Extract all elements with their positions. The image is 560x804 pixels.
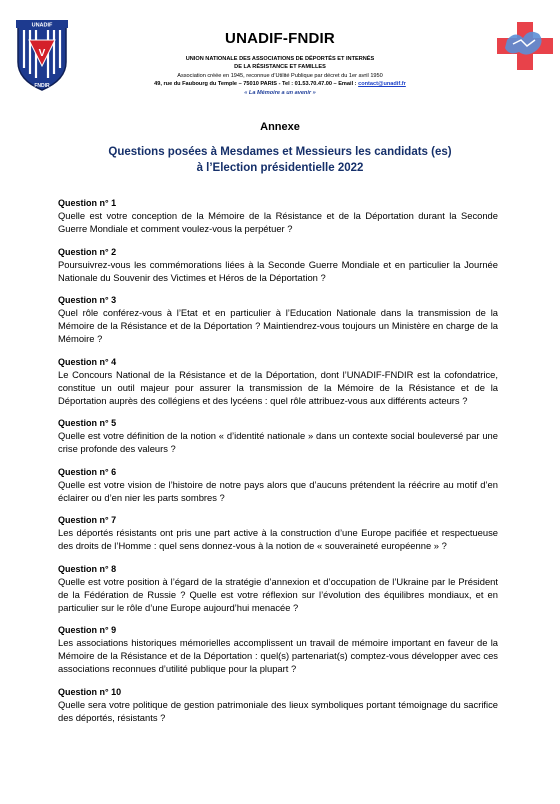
question-label: Question n° 3 <box>58 295 117 305</box>
question-text: Quelle sera votre politique de gestion patrimoniale des lieux symboliques portant témoignage du sacrifice des déportés, résistants ? <box>58 698 498 723</box>
document-title-line-2: à l’Election présidentielle 2022 <box>196 162 364 174</box>
question-label: Question n° 4 <box>58 356 117 367</box>
question-item <box>58 295 498 345</box>
email-link[interactable]: contact@unadif.fr <box>358 81 406 87</box>
organization-full-name: UNION NATIONALE DES ASSOCIATIONS DE DÉPORTÉS ET INTERNÉS <box>185 56 375 62</box>
question-text: Quelle est votre position à l’égard de la stratégie d’annexion et d’occupation de l’Ukraine par le Président de la Fédération de Russie ? Quelle est votre réflexion sur l’évolution des équilibres mondiaux, et en particulier sur le rôle d’une Europe aujourd’hui menacée ? <box>58 575 498 613</box>
annexe-heading: Annexe <box>260 121 300 133</box>
question-text: Les associations historiques mémorielles accomplissent un travail de mémoire important en faveur de la Mémoire de la Résistance et de la Déportation : quel(s) partenariat(s) comptez-vous développer avec ces associations reconnues d’utilité publique pour la plupart ? <box>58 637 498 674</box>
question-text: Quelle est votre conception de la Mémoire de la Résistance et de la Déportation durant la Seconde Guerre Mondiale et comment voulez-vous la perpétuer ? <box>58 210 498 234</box>
questions-list <box>58 198 498 735</box>
question-text: Quel rôle conférez-vous à l’Etat et en particulier à l’Education Nationale dans la transmission de la Mémoire de la Résistance et de la Déportation ? Maintiendrez-vous toujours un Ministère en charge de la Mémoire ? <box>58 307 498 344</box>
question-item <box>58 418 498 455</box>
question-text: Quelle est votre définition de la notion « d’identité nationale » dans un contexte social bouleversé par une crise profonde des valeurs ? <box>58 430 498 454</box>
question-label: Question n° 1 <box>58 198 117 208</box>
question-text: Poursuivrez-vous les commémorations liées à la Seconde Guerre Mondiale et en particulier la Journée Nationale du Souvenir des Victimes et Héros de la Déportation ? <box>58 258 498 283</box>
question-item <box>58 467 498 504</box>
question-label: Question n° 5 <box>58 418 117 428</box>
svg-text:FNDIR: FNDIR <box>34 83 50 89</box>
letterhead <box>0 0 560 120</box>
question-text: Le Concours National de la Résistance et de la Déportation, dont l’UNADIF-FNDIR est la cofondatrice, constitue un outil majeur pour assurer la transmission de la Mémoire de la Résistance et de la Déportation auprès des collégiens et des lycéens : quel rôle attribuez-vous aux différents acteurs ? <box>58 368 498 406</box>
organization-name: UNADIF-FNDIR <box>225 30 335 47</box>
question-label: Question n° 7 <box>58 515 117 525</box>
organization-founding: Association créée en 1945, reconnue d’Utilité Publique par décret du 1er avril 1950 <box>177 73 383 79</box>
question-label: Question n° 2 <box>58 246 117 257</box>
question-text: Quelle est votre vision de l’histoire de notre pays alors que d’aucuns prétendent la réécrire au motif d’en éclairer ou d’en nier les parts sombres ? <box>58 478 498 503</box>
question-item <box>58 687 498 724</box>
question-item <box>58 564 498 614</box>
question-item <box>58 198 498 235</box>
question-item <box>58 625 498 675</box>
question-label: Question n° 8 <box>58 563 117 574</box>
question-item <box>58 515 498 552</box>
question-item <box>58 357 498 407</box>
organization-address <box>80 81 480 87</box>
question-text: Les déportés résistants ont pris une part active à la construction d’une Europe pacifiée et respectueuse des droits de l’Homme : quel sens donnez-vous à la notion de « souveraineté européenne » ? <box>58 527 498 551</box>
document-title-line-1: Questions posées à Mesdames et Messieurs les candidats (es) <box>108 146 452 158</box>
svg-text:UNADIF: UNADIF <box>31 22 53 29</box>
question-label: Question n° 9 <box>58 625 117 635</box>
unadif-logo <box>12 18 72 92</box>
question-label: Question n° 10 <box>58 686 122 697</box>
organization-full-name-2: DE LA RÉSISTANCE ET FAMILLES <box>234 64 326 70</box>
question-item <box>58 247 498 284</box>
address-text: 49, rue du Faubourg du Temple – 75010 PARIS - Tel : 01.53.70.47.00 – Email : <box>154 81 359 87</box>
utilite-publique-emblem <box>497 22 553 70</box>
question-label: Question n° 6 <box>58 466 117 477</box>
svg-text:V: V <box>38 48 46 59</box>
organization-motto: « La Mémoire a un avenir » <box>244 90 316 96</box>
